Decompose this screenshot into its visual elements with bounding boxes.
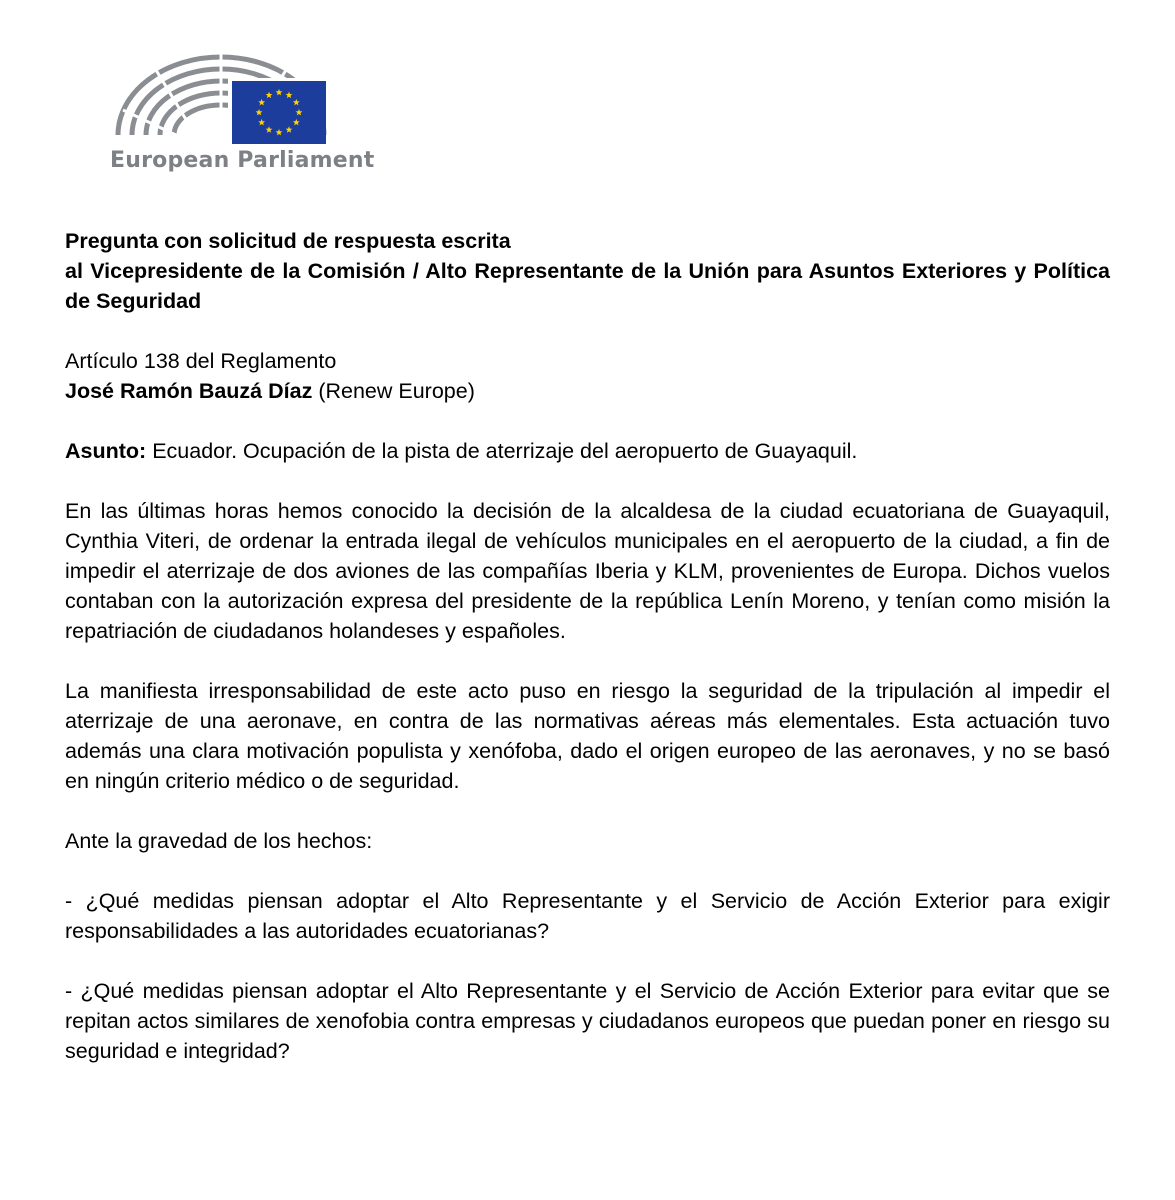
heading-line-1: Pregunta con solicitud de respuesta escrita — [65, 229, 511, 253]
question-2: - ¿Qué medidas piensan adoptar el Alto Representante y el Servicio de Acción Exterior para evitar que se repitan actos similares de xenofobia contra empresas y ciudadanos europeos que puedan poner en riesgo su seguridad e integridad? — [65, 979, 1110, 1063]
parliament-hemicycle-icon — [108, 30, 338, 148]
article-reference: Artículo 138 del Reglamento — [65, 349, 337, 373]
paragraph-intro-questions: Ante la gravedad de los hechos: — [65, 829, 373, 853]
author-line — [65, 376, 1110, 406]
subject-line — [65, 436, 1110, 466]
logo-wordmark: European Parliament — [110, 148, 375, 173]
question-1: - ¿Qué medidas piensan adoptar el Alto Representante y el Servicio de Acción Exterior para exigir responsabilidades a las autoridades ecuatorianas? — [65, 889, 1110, 943]
paragraph-context: En las últimas horas hemos conocido la decisión de la alcaldesa de la ciudad ecuatoriana de Guayaquil, Cynthia Viteri, de ordenar la entrada ilegal de vehículos municipales en el aeropuerto de la ciudad, a fin de impedir el aterrizaje de dos aviones de las compañías Iberia y KLM, provenientes de Europa. Dichos vuelos contaban con la autorización expresa del presidente de la república Lenín Moreno, y tenían como misión la repatriación de ciudadanos holandeses y españoles. — [65, 499, 1110, 643]
heading-line-2: al Vicepresidente de la Comisión / Alto Representante de la Unión para Asuntos Exteriores y Política de Seguridad — [65, 259, 1110, 313]
author-group: (Renew Europe) — [318, 379, 475, 403]
document-body — [65, 226, 1110, 1066]
european-parliament-logo — [108, 30, 375, 190]
author-name: José Ramón Bauzá Díaz — [65, 379, 313, 403]
subject-label: Asunto: — [65, 439, 147, 463]
paragraph-assessment: La manifiesta irresponsabilidad de este acto puso en riesgo la seguridad de la tripulación al impedir el aterrizaje de una aeronave, en contra de las normativas aéreas más elementales. Esta actuación tuvo además una clara motivación populista y xenófoba, dado el origen europeo de las aeronaves, y no se basó en ningún criterio médico o de seguridad. — [65, 679, 1110, 793]
subject-text: Ecuador. Ocupación de la pista de aterrizaje del aeropuerto de Guayaquil. — [152, 439, 858, 463]
document-heading — [65, 226, 1110, 316]
